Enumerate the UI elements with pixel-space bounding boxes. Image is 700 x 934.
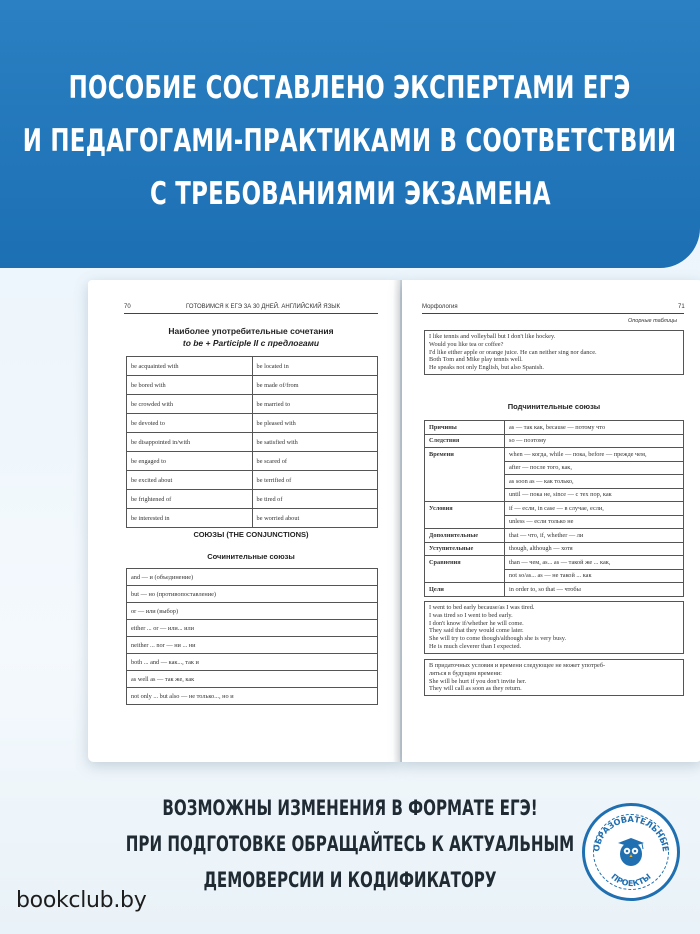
left-running-head: ГОТОВИМСЯ К ЕГЭ ЗА 30 ДНЕЙ. АНГЛИЙСКИЙ ЯЗЫК bbox=[186, 304, 341, 310]
table-row bbox=[127, 688, 378, 705]
publisher-logo bbox=[582, 803, 680, 901]
notice-line-2: ПРИ ПОДГОТОВКЕ ОБРАЩАЙТЕСЬ К АКТУАЛЬНЫМ bbox=[125, 832, 575, 856]
table-cell: or — или (выбор) bbox=[127, 603, 378, 620]
table-cell bbox=[425, 515, 505, 529]
table-row bbox=[425, 461, 684, 475]
table-cell: Следствия bbox=[425, 434, 505, 448]
table-row bbox=[425, 515, 684, 529]
table-row bbox=[127, 603, 378, 620]
table-cell: that — что, if, whether — ли bbox=[505, 529, 684, 543]
example-line: He speaks not only English, but also Spanish. bbox=[429, 364, 544, 372]
table-cell: be disappointed in/with bbox=[127, 433, 253, 452]
table-cell: as — так как, because — потому что bbox=[505, 421, 684, 435]
table-row bbox=[425, 434, 684, 448]
notice-line-1: ВОЗМОЖНЫ ИЗМЕНЕНИЯ В ФОРМАТЕ ЕГЭ! bbox=[162, 796, 538, 820]
banner-line-2: И ПЕДАГОГАМИ-ПРАКТИКАМИ В СООТВЕТСТВИИ bbox=[23, 122, 677, 159]
table-cell: so — поэтому bbox=[505, 434, 684, 448]
open-book bbox=[88, 280, 700, 762]
example-line: They will call as soon as they return. bbox=[429, 685, 522, 693]
table-cell: be made of/from bbox=[252, 376, 377, 395]
table-row bbox=[127, 471, 378, 490]
table-cell: be pleased with bbox=[252, 414, 377, 433]
banner-line-3: С ТРЕБОВАНИЯМИ ЭКЗАМЕНА bbox=[149, 175, 551, 212]
table-cell bbox=[425, 569, 505, 583]
example-line: She will be hurt if you don't invite her. bbox=[429, 677, 527, 685]
example-line: I don't know if/whether he will come. bbox=[429, 619, 524, 627]
table-row bbox=[127, 414, 378, 433]
table-cell: than — чем, as... as — такой же ... как, bbox=[505, 556, 684, 570]
table-row bbox=[127, 620, 378, 637]
table-cell bbox=[425, 475, 505, 489]
example-line: He is much cleverer than I expected. bbox=[429, 642, 522, 650]
table-cell: as soon as — как только, bbox=[505, 475, 684, 489]
table-cell: not only ... but also — не только..., но и bbox=[127, 688, 378, 705]
table-row bbox=[425, 542, 684, 556]
table-cell: Цели bbox=[425, 583, 505, 597]
table-row bbox=[127, 490, 378, 509]
table-cell: Сравнения bbox=[425, 556, 505, 570]
table-row bbox=[127, 569, 378, 586]
table-row bbox=[127, 452, 378, 471]
examples-top-box bbox=[424, 330, 684, 375]
coordinating-title: Сочинительные союзы bbox=[207, 552, 295, 561]
table-cell: Уступительные bbox=[425, 542, 505, 556]
table-cell: when — когда, while — пока, before — прежде чем, bbox=[505, 448, 684, 462]
table-cell bbox=[425, 488, 505, 502]
left-head-rule bbox=[124, 313, 378, 314]
logo-bottom-text: ПРОЕКТЫ bbox=[609, 872, 653, 889]
table-cell: be satisfied with bbox=[252, 433, 377, 452]
table-row bbox=[425, 569, 684, 583]
table-row bbox=[425, 583, 684, 597]
table-cell: be bored with bbox=[127, 376, 253, 395]
table-cell: until — пока не, since — с тех пор, как bbox=[505, 488, 684, 502]
right-head-rule bbox=[422, 313, 684, 314]
left-page-number: 70 bbox=[124, 304, 131, 310]
table-row bbox=[127, 671, 378, 688]
table-row bbox=[127, 637, 378, 654]
subordinating-table bbox=[424, 420, 684, 597]
table-cell: Условия bbox=[425, 502, 505, 516]
table-row bbox=[127, 395, 378, 414]
table-row bbox=[127, 654, 378, 671]
table1-title-line2: to be + Participle II с предлогами bbox=[182, 338, 320, 348]
banner-line-1: ПОСОБИЕ СОСТАВЛЕНО ЭКСПЕРТАМИ ЕГЭ bbox=[69, 69, 631, 106]
table-cell: be engaged to bbox=[127, 452, 253, 471]
example-line: В придаточных условия и времени следующее не может употреб- bbox=[429, 662, 606, 669]
coordinating-table bbox=[126, 568, 378, 705]
table-cell: be frightened of bbox=[127, 490, 253, 509]
table-row bbox=[127, 433, 378, 452]
table-cell: Дополнительные bbox=[425, 529, 505, 543]
examples-bottom-box-1 bbox=[424, 601, 684, 654]
table-cell: be interested in bbox=[127, 509, 253, 528]
example-line: They said that they would come later. bbox=[429, 627, 524, 635]
left-page bbox=[88, 280, 400, 762]
table-row bbox=[425, 475, 684, 489]
table-row bbox=[425, 556, 684, 570]
table-cell: as well as — так же, как bbox=[127, 671, 378, 688]
table-cell: be worried about bbox=[252, 509, 377, 528]
logo-graphic bbox=[585, 806, 677, 898]
example-line: She will try to come though/although she is very busy. bbox=[429, 635, 567, 643]
brand-watermark: bookclub.by bbox=[16, 888, 147, 913]
table-cell bbox=[425, 461, 505, 475]
table-cell: be married to bbox=[252, 395, 377, 414]
right-running-head: Морфология bbox=[422, 304, 458, 310]
right-subhead: Опорные таблицы bbox=[628, 318, 677, 324]
table-cell: be crowded with bbox=[127, 395, 253, 414]
table-cell: but — но (противопоставление) bbox=[127, 586, 378, 603]
table-row bbox=[425, 488, 684, 502]
table-cell: though, although — хотя bbox=[505, 542, 684, 556]
top-banner bbox=[0, 0, 700, 268]
table-row bbox=[127, 586, 378, 603]
right-page-number: 71 bbox=[678, 304, 685, 310]
table-cell: be devoted to bbox=[127, 414, 253, 433]
table-cell: and — и (объединение) bbox=[127, 569, 378, 586]
subordinating-title: Подчинительные союзы bbox=[507, 402, 601, 411]
table-cell: not so/as... as — не такой ... как bbox=[505, 569, 684, 583]
table-row bbox=[425, 448, 684, 462]
example-line: I was tired so I went to bed early. bbox=[429, 611, 513, 619]
table-cell: be excited about bbox=[127, 471, 253, 490]
participle-table bbox=[126, 356, 378, 528]
table-cell: Причины bbox=[425, 421, 505, 435]
table1-title-line1: Наиболее употребительные сочетания bbox=[168, 326, 334, 336]
table-cell: be acquainted with bbox=[127, 357, 253, 376]
table-cell: unless — если только не bbox=[505, 515, 684, 529]
logo-top-text: ОБРАЗОВАТЕЛЬНЫЕ bbox=[591, 813, 671, 853]
table-cell: after — после того, как, bbox=[505, 461, 684, 475]
table-cell: Времени bbox=[425, 448, 505, 462]
table-row bbox=[127, 376, 378, 395]
table-row bbox=[425, 421, 684, 435]
table-cell: be scared of bbox=[252, 452, 377, 471]
table-cell: be terrified of bbox=[252, 471, 377, 490]
table-cell: be located in bbox=[252, 357, 377, 376]
example-line: Would you like tea or coffee? bbox=[429, 340, 504, 348]
example-line: I'd like either apple or orange juice. He can neither sing nor dance. bbox=[429, 348, 597, 356]
right-page bbox=[402, 280, 700, 762]
table-row bbox=[425, 529, 684, 543]
table-cell: if — если, in case — в случае, если, bbox=[505, 502, 684, 516]
example-line: I like tennis and volleyball but I don't like hockey. bbox=[429, 333, 556, 340]
table-row bbox=[425, 502, 684, 516]
owl-icon bbox=[618, 838, 644, 866]
table-row bbox=[127, 357, 378, 376]
example-line: Both Tom and Mike play tennis well. bbox=[429, 356, 523, 364]
table-cell: neither ... nor — ни ... ни bbox=[127, 637, 378, 654]
example-line: ляться в будущем времени: bbox=[429, 669, 502, 677]
table-cell: either ... or — или... или bbox=[127, 620, 378, 637]
table-cell: in order to, so that — чтобы bbox=[505, 583, 684, 597]
svg-text:ПРОЕКТЫ bbox=[609, 872, 652, 888]
example-line: I went to bed early because/as I was tired. bbox=[429, 604, 535, 611]
table-cell: both ... and — как..., так и bbox=[127, 654, 378, 671]
table-row bbox=[127, 509, 378, 528]
examples-bottom-box-2 bbox=[424, 659, 684, 696]
conjunctions-title: СОЮЗЫ (THE CONJUNCTIONS) bbox=[193, 530, 309, 539]
table-cell: be tired of bbox=[252, 490, 377, 509]
notice-line-3: ДЕМОВЕРСИИ И КОДИФИКАТОРУ bbox=[203, 868, 497, 892]
